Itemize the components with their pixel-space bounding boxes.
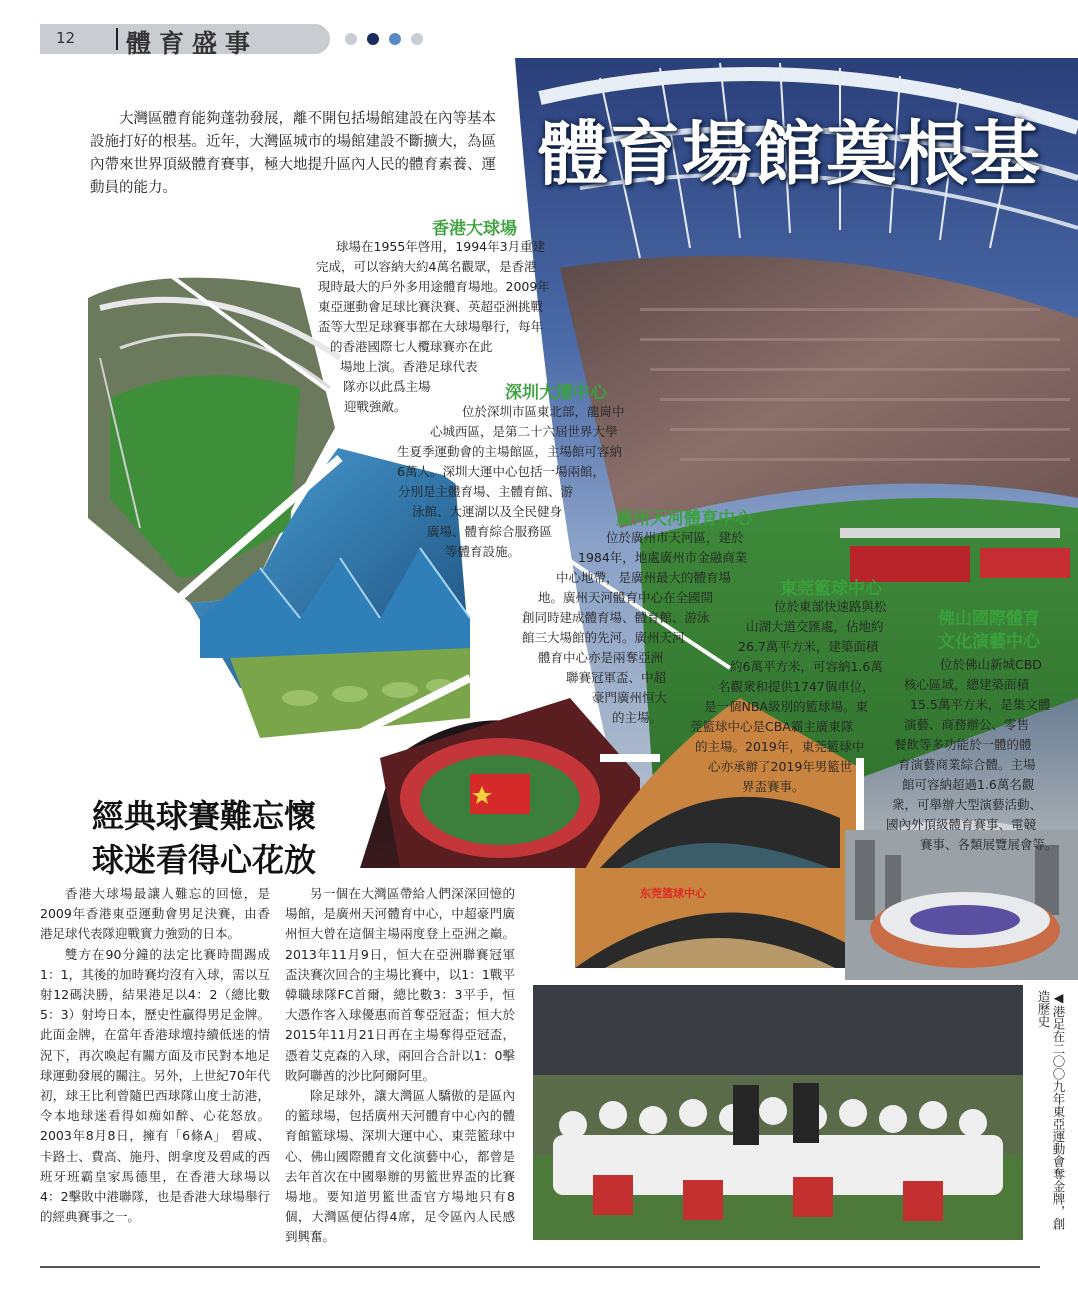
header-dot bbox=[389, 33, 401, 45]
photo-caption: ◀港足在二〇〇九年東亞運動會奪金牌，創造歷史 bbox=[1036, 990, 1066, 1230]
intro-paragraph bbox=[90, 108, 500, 200]
dongguan-arena-photo bbox=[575, 868, 855, 968]
bottom-heading: 經典球賽難忘懷 球迷看得心花放 bbox=[92, 797, 317, 879]
header-dot bbox=[411, 33, 423, 45]
team-photo bbox=[533, 985, 1023, 1240]
venue-name-dongguan: 東莞籃球中心 bbox=[780, 579, 882, 599]
stadium-sign: 东莞篮球中心 bbox=[640, 887, 706, 900]
footer-rule bbox=[40, 1266, 1040, 1268]
venue-name-hk-stadium: 香港大球場 bbox=[432, 219, 517, 239]
header-dot bbox=[367, 33, 379, 45]
page-number: 12 bbox=[56, 29, 76, 47]
header-dot bbox=[345, 33, 357, 45]
section-title: 體育盛事 bbox=[126, 29, 259, 58]
header-divider bbox=[116, 28, 118, 50]
article-column-2: 另一個在大灣區帶給人們深深回憶的場館，是廣州天河體育中心，中超豪門廣州恒大曾在這個主場兩度登上亞洲之巔。2013年11月9日，恒大在亞洲聯賽冠軍盃決賽次回合的主場比賽中，以1：1戰平韓職球隊FC首爾，總比數3：3平手，恒大憑作客入球優惠而首奪亞冠盃；恒大於2015年11月21日再在主場奪得亞冠盃，憑着艾克森的入球，兩回合合計以1：0擊敗阿聯酋的沙比阿爾阿里。 除足球外，讓大灣區人驕傲的是區內的籃球場，包括廣州天河體育中心內的體育館籃球場、深圳大運中心、東莞籃球中心、佛山國際體育文化演藝中心，都曾是去年首次在中國舉辦的男籃世界盃的比賽場地。要知道男籃世盃官方場地只有8個，大灣區便佔得4席，足令區內人民感到興奮。 bbox=[285, 886, 515, 1245]
hero-title: 體育場館奠根基 bbox=[538, 113, 1042, 195]
venue-name-guangzhou: 廣州天河體育中心 bbox=[616, 509, 752, 529]
venue-name-foshan-1: 佛山國際體育 bbox=[938, 609, 1040, 629]
venue-name-foshan-2: 文化演藝中心 bbox=[938, 632, 1040, 652]
intro-text: 大灣區體育能夠蓬勃發展，離不開包括場館建設在內等基本設施打好的根基。近年，大灣區城市的場館建設不斷擴大，為區內帶來世界頂級體育賽事，極大地提升區內人民的體育素養、運動員的能力。 bbox=[90, 111, 496, 196]
article-column-1: 香港大球場最讓人難忘的回憶，是2009年香港東亞運動會男足決賽，由香港足球代表隊迎戰實力強勁的日本。 雙方在90分鐘的法定比賽時間踢成1：1，其後的加時賽均沒有入球，需以互射12碼決勝，結果港足以4：2（總比數5：3）射垮日本，歷史性贏得男足金牌。此面金牌，在當年香港球壇持續低迷的情況下，再次喚起有關方面及市民對本地足球運動發展的關注。另外，上世紀70年代初，球王比利曾隨巴西球隊山度士訪港，令本地球迷看得如痴如醉、心花怒放。2003年8月8日，擁有「6條A」 碧咸、卡路士、費高、施丹、朗拿度及碧咸的西班牙班霸皇家馬德里，在香港大球場以4：2擊敗中港聯隊，也是香港大球場舉行的經典賽事之一。 bbox=[40, 886, 270, 1225]
venue-name-shenzhen: 深圳大運中心 bbox=[505, 383, 607, 403]
